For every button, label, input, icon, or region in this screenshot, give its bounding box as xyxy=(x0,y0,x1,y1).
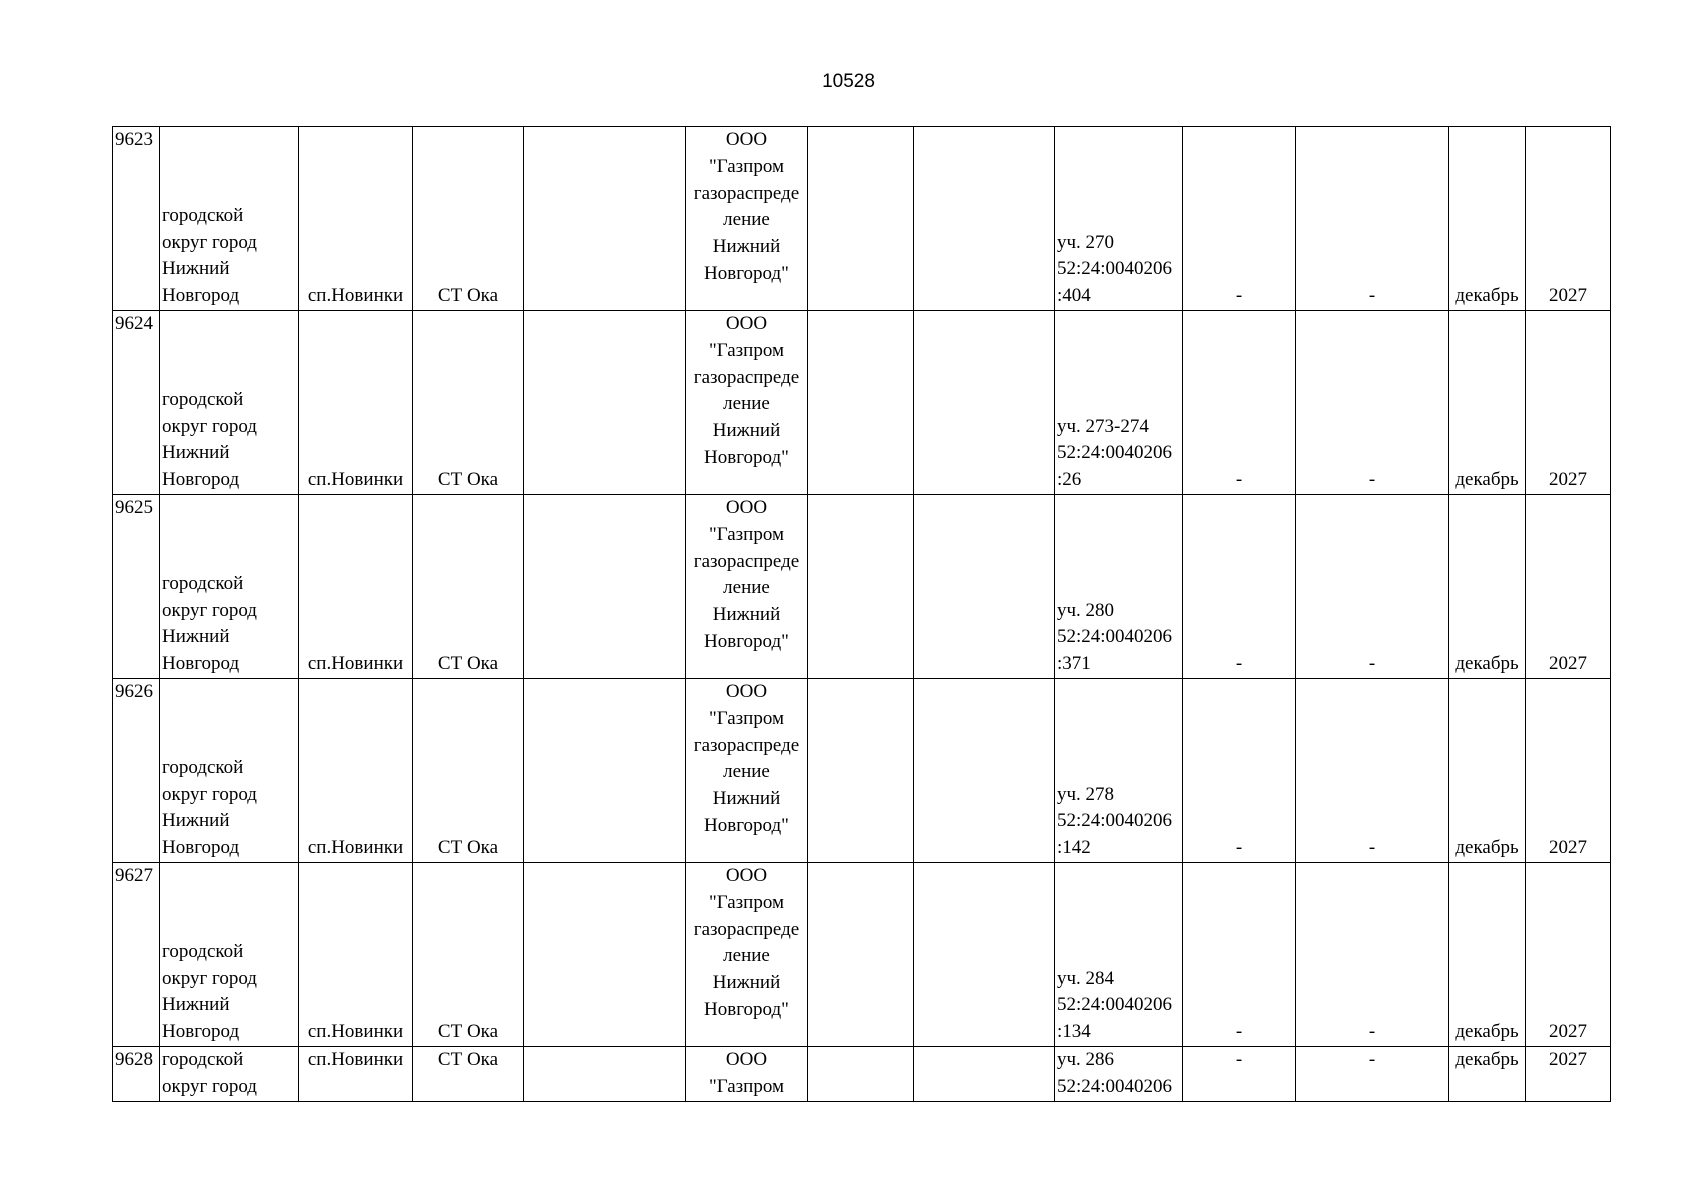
organization-line: Новгород" xyxy=(704,998,789,1020)
district-line: Нижний xyxy=(162,626,230,648)
organization-cell xyxy=(686,495,808,679)
empty-cell xyxy=(914,863,1055,1047)
organization-line: "Газпром xyxy=(708,523,785,545)
district-line: Новгород xyxy=(162,837,240,859)
organization-line: газораспреде xyxy=(693,182,800,204)
empty-cell xyxy=(524,495,686,679)
snt-cell: СТ Ока xyxy=(413,495,524,679)
cadastral-line: 52:24:0040206 xyxy=(1057,442,1173,464)
empty-cell xyxy=(914,495,1055,679)
cadastral-line: 52:24:0040206 xyxy=(1057,994,1173,1016)
district-line: Нижний xyxy=(162,442,230,464)
row-number-cell: 9623 xyxy=(113,127,160,311)
dash-cell: - xyxy=(1296,679,1449,863)
empty-cell xyxy=(808,311,914,495)
cadastral-line: уч. 278 xyxy=(1057,783,1115,805)
organization-line: Новгород" xyxy=(704,814,789,836)
table-row xyxy=(113,863,1611,1047)
organization-line: Нижний xyxy=(712,604,781,626)
cadastral-line: 52:24:0040206 xyxy=(1057,810,1173,832)
table-row xyxy=(113,311,1611,495)
district-cell xyxy=(160,495,299,679)
district-line: городской xyxy=(162,204,244,226)
cadastral-cell xyxy=(1055,679,1183,863)
organization-line: Нижний xyxy=(712,788,781,810)
dash-cell: - xyxy=(1296,495,1449,679)
empty-cell xyxy=(524,863,686,1047)
organization-line: Нижний xyxy=(712,236,781,258)
district-cell xyxy=(160,311,299,495)
snt-cell: СТ Ока xyxy=(413,127,524,311)
organization-line: газораспреде xyxy=(693,550,800,572)
cadastral-cell xyxy=(1055,1047,1183,1102)
year-cell: 2027 xyxy=(1526,1047,1611,1102)
table-row xyxy=(113,127,1611,311)
year-cell: 2027 xyxy=(1526,863,1611,1047)
locality-cell: сп.Новинки xyxy=(299,679,413,863)
district-line: округ город xyxy=(162,231,257,253)
organization-line: "Газпром xyxy=(708,891,785,913)
district-line: Новгород xyxy=(162,1021,240,1043)
dash-cell: - xyxy=(1296,1047,1449,1102)
page-number: 10528 xyxy=(822,71,875,92)
dash-cell: - xyxy=(1183,495,1296,679)
row-number-cell: 9625 xyxy=(113,495,160,679)
district-line: Новгород xyxy=(162,653,240,675)
empty-cell xyxy=(808,1047,914,1102)
organization-line: Новгород" xyxy=(704,446,789,468)
dash-cell: - xyxy=(1296,863,1449,1047)
district-cell xyxy=(160,127,299,311)
district-line: городской xyxy=(162,572,244,594)
cadastral-line: :134 xyxy=(1057,1021,1091,1043)
month-cell: декабрь xyxy=(1449,127,1526,311)
organization-line: Новгород" xyxy=(704,262,789,284)
district-line: Нижний xyxy=(162,810,230,832)
cadastral-cell xyxy=(1055,863,1183,1047)
organization-line: ООО xyxy=(725,1049,768,1070)
month-cell: декабрь xyxy=(1449,1047,1526,1102)
table-row xyxy=(113,495,1611,679)
organization-line: ление xyxy=(723,945,770,967)
cadastral-line: :404 xyxy=(1057,285,1091,307)
organization-line: ление xyxy=(723,393,770,415)
district-cell xyxy=(160,1047,299,1102)
year-cell: 2027 xyxy=(1526,679,1611,863)
organization-line: ООО xyxy=(725,865,768,886)
organization-line: ООО xyxy=(725,313,768,334)
district-cell xyxy=(160,679,299,863)
row-number-cell: 9624 xyxy=(113,311,160,495)
cadastral-line: 52:24:0040206 xyxy=(1057,1075,1173,1097)
empty-cell xyxy=(524,679,686,863)
district-line: Нижний xyxy=(162,258,230,280)
snt-cell: СТ Ока xyxy=(413,863,524,1047)
month-cell: декабрь xyxy=(1449,495,1526,679)
district-line: округ город xyxy=(162,415,257,437)
cadastral-line: уч. 286 xyxy=(1057,1049,1115,1070)
locality-cell: сп.Новинки xyxy=(299,127,413,311)
empty-cell xyxy=(808,495,914,679)
empty-cell xyxy=(808,127,914,311)
empty-cell xyxy=(524,311,686,495)
snt-cell: СТ Ока xyxy=(413,311,524,495)
district-line: городской xyxy=(162,388,244,410)
snt-cell: СТ Ока xyxy=(413,1047,524,1102)
district-line: округ город xyxy=(162,599,257,621)
empty-cell xyxy=(914,311,1055,495)
cadastral-line: уч. 280 xyxy=(1057,599,1115,621)
organization-line: газораспреде xyxy=(693,366,800,388)
cadastral-line: уч. 270 xyxy=(1057,231,1115,253)
year-cell: 2027 xyxy=(1526,127,1611,311)
cadastral-cell xyxy=(1055,127,1183,311)
district-line: округ город xyxy=(162,783,257,805)
row-number-cell: 9627 xyxy=(113,863,160,1047)
dash-cell: - xyxy=(1296,127,1449,311)
cadastral-line: уч. 284 xyxy=(1057,967,1115,989)
month-cell: декабрь xyxy=(1449,311,1526,495)
organization-line: газораспреде xyxy=(693,734,800,756)
organization-line: ление xyxy=(723,577,770,599)
month-cell: декабрь xyxy=(1449,863,1526,1047)
district-line: округ город xyxy=(162,1075,257,1097)
organization-line: "Газпром xyxy=(708,1075,785,1097)
locality-cell: сп.Новинки xyxy=(299,311,413,495)
empty-cell xyxy=(914,1047,1055,1102)
dash-cell: - xyxy=(1296,311,1449,495)
cadastral-line: 52:24:0040206 xyxy=(1057,626,1173,648)
cadastral-line: уч. 273-274 xyxy=(1057,415,1149,437)
organization-cell xyxy=(686,311,808,495)
district-line: городской xyxy=(162,756,244,778)
empty-cell xyxy=(524,127,686,311)
cadastral-line: :26 xyxy=(1057,469,1082,491)
organization-cell xyxy=(686,863,808,1047)
district-cell xyxy=(160,863,299,1047)
snt-cell: СТ Ока xyxy=(413,679,524,863)
organization-line: Нижний xyxy=(712,420,781,442)
organization-cell xyxy=(686,1047,808,1102)
district-line: городской xyxy=(162,1049,244,1070)
dash-cell: - xyxy=(1183,1047,1296,1102)
organization-line: ООО xyxy=(725,681,768,702)
table-row xyxy=(113,1047,1611,1102)
organization-line: ление xyxy=(723,761,770,783)
organization-line: Новгород" xyxy=(704,630,789,652)
dash-cell: - xyxy=(1183,863,1296,1047)
month-cell: декабрь xyxy=(1449,679,1526,863)
row-number-cell: 9628 xyxy=(113,1047,160,1102)
year-cell: 2027 xyxy=(1526,495,1611,679)
dash-cell: - xyxy=(1183,311,1296,495)
cadastral-line: :142 xyxy=(1057,837,1091,859)
organization-line: "Газпром xyxy=(708,155,785,177)
locality-cell: сп.Новинки xyxy=(299,863,413,1047)
organization-line: "Газпром xyxy=(708,339,785,361)
dash-cell: - xyxy=(1183,127,1296,311)
cadastral-line: 52:24:0040206 xyxy=(1057,258,1173,280)
district-line: Новгород xyxy=(162,469,240,491)
cadastral-line: :371 xyxy=(1057,653,1091,675)
organization-line: ООО xyxy=(725,129,768,150)
empty-cell xyxy=(808,863,914,1047)
organization-line: ление xyxy=(723,209,770,231)
cadastral-cell xyxy=(1055,311,1183,495)
empty-cell xyxy=(524,1047,686,1102)
cadastral-cell xyxy=(1055,495,1183,679)
row-number-cell: 9626 xyxy=(113,679,160,863)
district-line: Новгород xyxy=(162,285,240,307)
district-line: Нижний xyxy=(162,994,230,1016)
year-cell: 2027 xyxy=(1526,311,1611,495)
empty-cell xyxy=(808,679,914,863)
organization-line: Нижний xyxy=(712,972,781,994)
organization-cell xyxy=(686,127,808,311)
organization-line: газораспреде xyxy=(693,918,800,940)
empty-cell xyxy=(914,127,1055,311)
locality-cell: сп.Новинки xyxy=(299,1047,413,1102)
organization-line: ООО xyxy=(725,497,768,518)
dash-cell: - xyxy=(1183,679,1296,863)
table-body xyxy=(113,127,1611,1102)
district-line: округ город xyxy=(162,967,257,989)
district-line: городской xyxy=(162,940,244,962)
organization-cell xyxy=(686,679,808,863)
empty-cell xyxy=(914,679,1055,863)
locality-cell: сп.Новинки xyxy=(299,495,413,679)
organization-line: "Газпром xyxy=(708,707,785,729)
table-row xyxy=(113,679,1611,863)
gasification-table xyxy=(112,126,1611,1102)
